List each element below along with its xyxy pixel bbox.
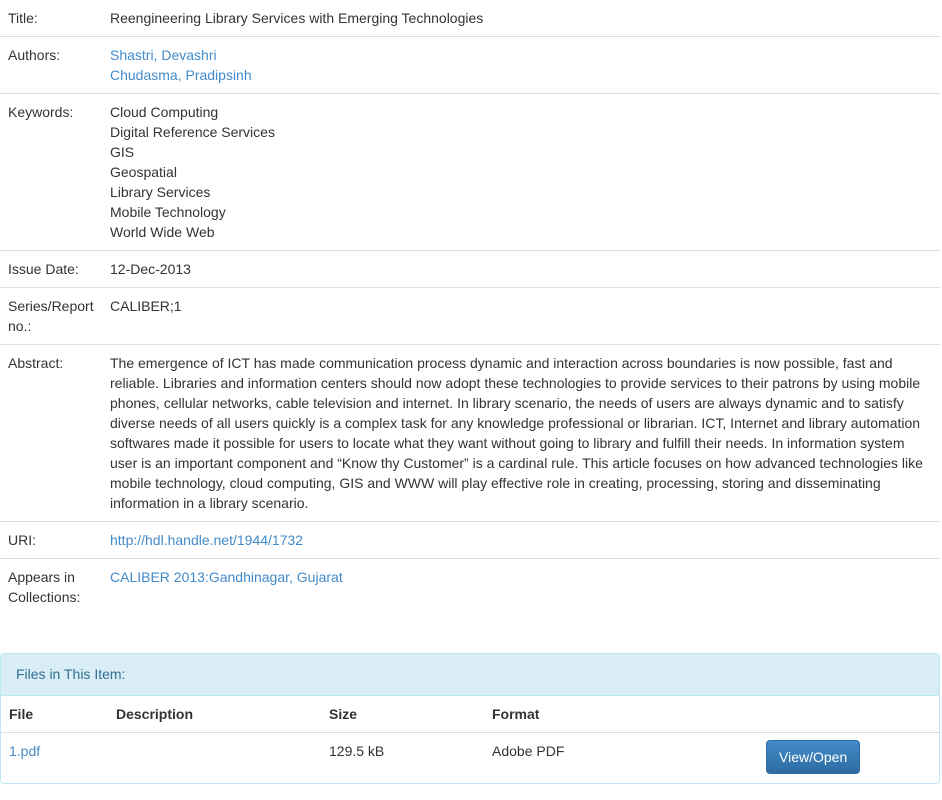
file-format-cell: Adobe PDF bbox=[492, 743, 565, 759]
metadata-row-authors bbox=[0, 37, 940, 94]
metadata-row-keywords bbox=[0, 94, 940, 251]
metadata-row-title bbox=[0, 0, 940, 37]
keyword: Digital Reference Services bbox=[110, 124, 275, 140]
table-row bbox=[1, 733, 939, 785]
column-header-description: Description bbox=[108, 696, 321, 733]
uri-label: URI: bbox=[0, 522, 102, 559]
keyword: World Wide Web bbox=[110, 224, 215, 240]
metadata-row-series bbox=[0, 288, 940, 345]
abstract-label: Abstract: bbox=[0, 345, 102, 522]
files-panel bbox=[0, 653, 940, 784]
issue-date-label: Issue Date: bbox=[0, 251, 102, 288]
file-link[interactable]: 1.pdf bbox=[9, 743, 41, 759]
uri-link[interactable]: http://hdl.handle.net/1944/1732 bbox=[110, 532, 304, 548]
keyword: GIS bbox=[110, 144, 135, 160]
column-header-action bbox=[758, 696, 939, 733]
authors-label: Authors: bbox=[0, 37, 102, 94]
file-action-cell bbox=[758, 733, 939, 785]
file-name-cell bbox=[1, 733, 108, 785]
keyword: Mobile Technology bbox=[110, 204, 226, 220]
keywords-label: Keywords: bbox=[0, 94, 102, 251]
keyword: Library Services bbox=[110, 184, 211, 200]
authors-value bbox=[102, 37, 940, 94]
column-header-file: File bbox=[1, 696, 108, 733]
series-label: Series/Report no.: bbox=[0, 288, 102, 345]
issue-date-value: 12-Dec-2013 bbox=[102, 251, 940, 288]
files-table bbox=[1, 696, 939, 784]
view-open-button[interactable]: View/Open bbox=[766, 740, 860, 774]
author-link[interactable]: Chudasma, Pradipsinh bbox=[110, 67, 252, 83]
series-value: CALIBER;1 bbox=[102, 288, 940, 345]
title-value: Reengineering Library Services with Emerging Technologies bbox=[110, 10, 484, 26]
metadata-row-collections bbox=[0, 559, 940, 616]
metadata-row-abstract bbox=[0, 345, 940, 522]
file-size-cell: 129.5 kB bbox=[329, 743, 385, 759]
keywords-value bbox=[102, 94, 940, 251]
metadata-row-issue-date bbox=[0, 251, 940, 288]
collections-label: Appears in Collections: bbox=[0, 559, 102, 616]
metadata-row-uri bbox=[0, 522, 940, 559]
column-header-format: Format bbox=[484, 696, 758, 733]
files-panel-heading: Files in This Item: bbox=[1, 654, 939, 696]
column-header-size: Size bbox=[321, 696, 484, 733]
keyword: Geospatial bbox=[110, 164, 177, 180]
uri-value bbox=[102, 522, 940, 559]
files-table-header bbox=[1, 696, 939, 733]
collections-value bbox=[102, 559, 940, 616]
keyword: Cloud Computing bbox=[110, 104, 219, 120]
abstract-value: The emergence of ICT has made communication process dynamic and interaction across boundaries is now possible, fast and reliable. Libraries and information centers should now adopt these technologies to provide services to their patrons by using mobile phones, cellular networks, cable television and internet. In library scenario, the needs of users are always dynamic and to satisfy diverse needs of all users quickly is a complex task for any knowledge professional or librarian. ICT, Internet and library automation softwares made it possible for users to locate what they want without going to library and fulfill their needs. In information system user is an important component and “Know thy Customer” is a cardinal rule. This article focuses on how advanced technologies like mobile technology, cloud computing, GIS and WWW will play effective role in creating, processing, storing and disseminating information in a library scenario. bbox=[102, 345, 940, 522]
file-description-cell bbox=[108, 733, 321, 785]
author-link[interactable]: Shastri, Devashri bbox=[110, 47, 217, 63]
collection-link[interactable]: CALIBER 2013:Gandhinagar, Gujarat bbox=[110, 569, 343, 585]
title-label: Title: bbox=[8, 10, 38, 26]
